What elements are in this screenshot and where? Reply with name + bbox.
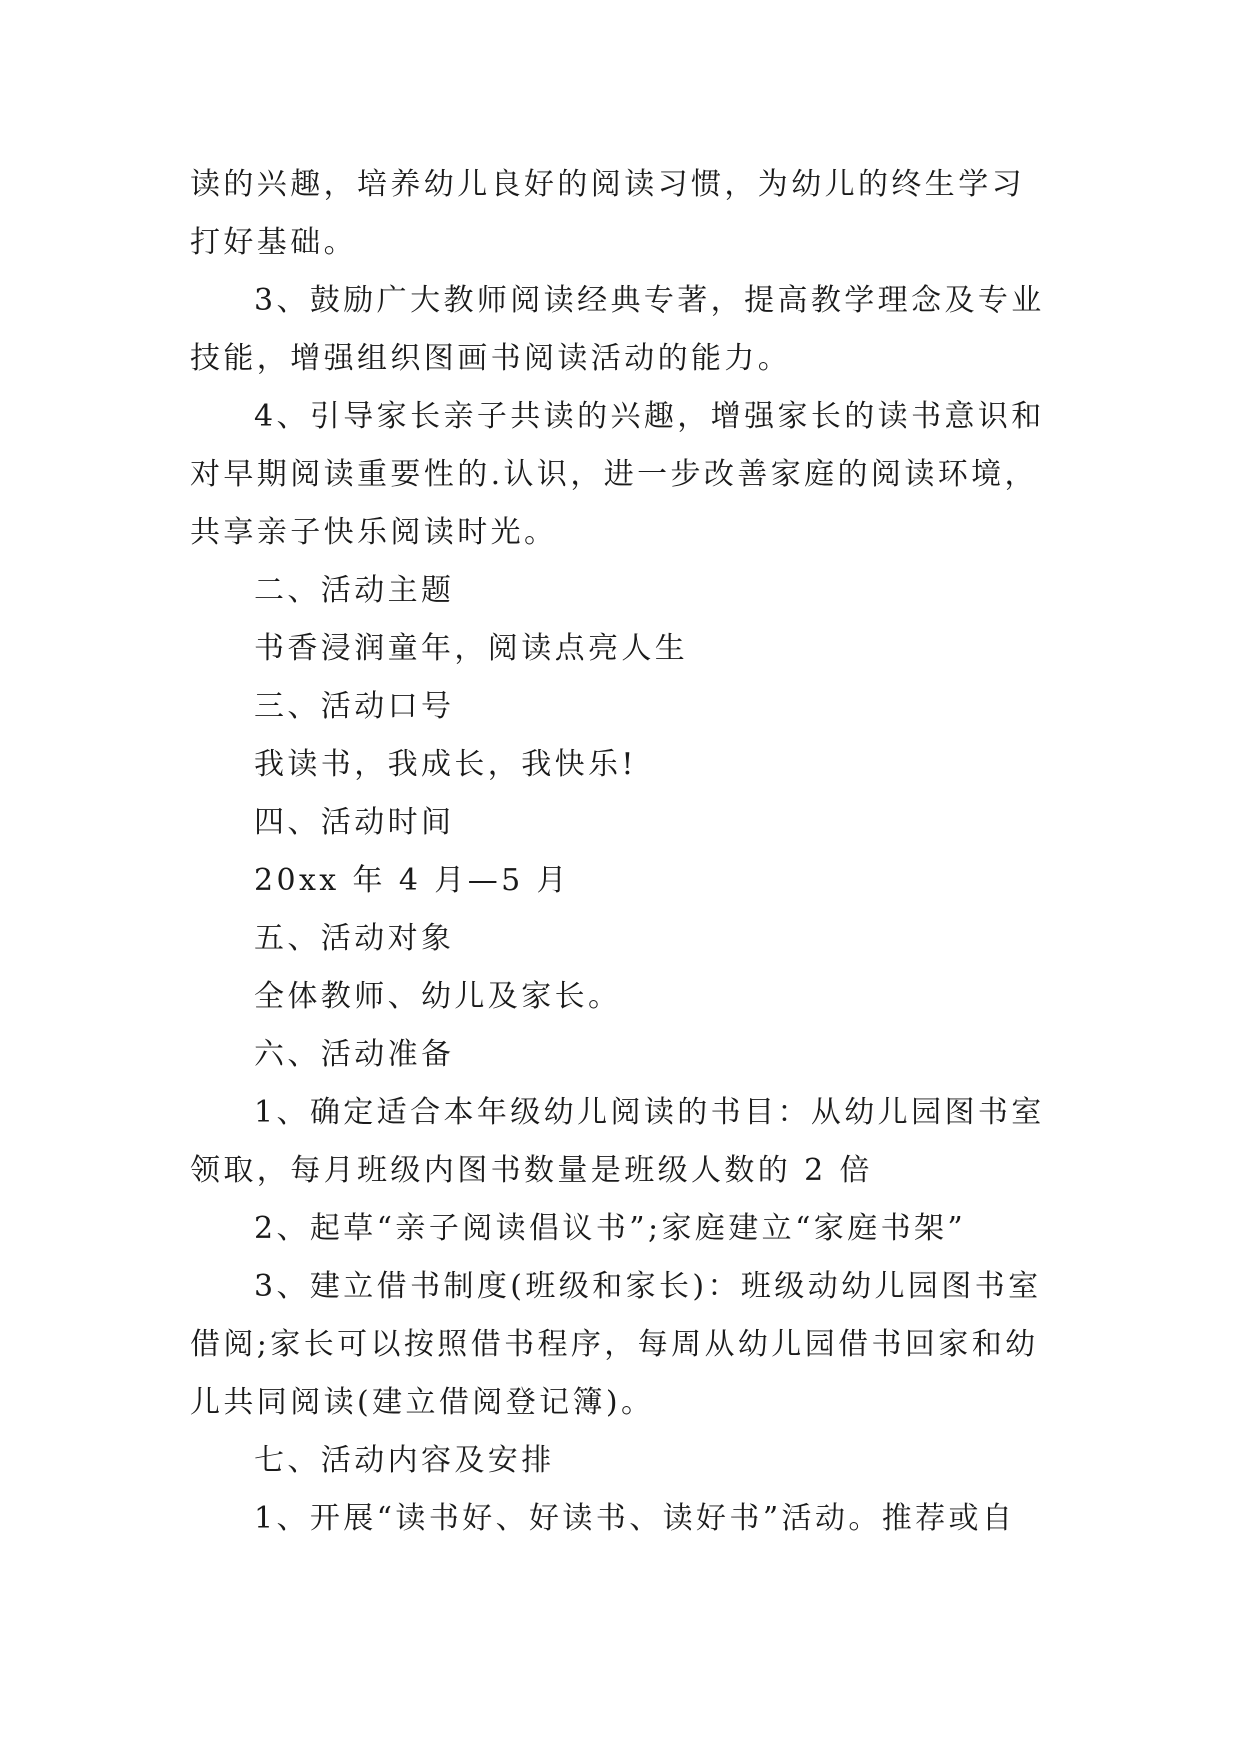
paragraph: 书香浸润童年，阅读点亮人生 [254, 631, 689, 666]
paragraph: 五、活动对象 [254, 921, 455, 956]
paragraph: 3、建立借书制度(班级和家长)：班级动幼儿园图书室借阅;家长可以按照借书程序，每周从幼儿园借书回家和幼儿共同阅读(建立借阅登记簿)。 [190, 1269, 1042, 1420]
paragraph: 1、开展“读书好、好读书、读好书”活动。推荐或自 [254, 1501, 1016, 1536]
paragraph: 全体教师、幼儿及家长。 [254, 979, 622, 1014]
paragraph: 1、确定适合本年级幼儿阅读的书目：从幼儿园图书室领取，每月班级内图书数量是班级人数的 2 倍 [190, 1095, 1045, 1188]
paragraph: 六、活动准备 [254, 1037, 455, 1072]
paragraph: 二、活动主题 [254, 573, 455, 608]
paragraph: 2、起草“亲子阅读倡议书”;家庭建立“家庭书架” [254, 1211, 967, 1246]
paragraph: 我读书，我成长，我快乐! [254, 747, 637, 782]
paragraph: 读的兴趣，培养幼儿良好的阅读习惯，为幼儿的终生学习打好基础。 [190, 167, 1025, 260]
paragraph: 20xx 年 4 月—5 月 [254, 863, 570, 898]
paragraph: 3、鼓励广大教师阅读经典专著，提高教学理念及专业技能，增强组织图画书阅读活动的能力。 [190, 283, 1045, 376]
paragraph: 4、引导家长亲子共读的兴趣，增强家长的读书意识和对早期阅读重要性的.认识，进一步改善家庭的阅读环境，共享亲子快乐阅读时光。 [190, 399, 1045, 550]
paragraph: 七、活动内容及安排 [254, 1443, 555, 1478]
paragraph: 三、活动口号 [254, 689, 455, 724]
document-body [190, 156, 1050, 1548]
paragraph: 四、活动时间 [254, 805, 455, 840]
